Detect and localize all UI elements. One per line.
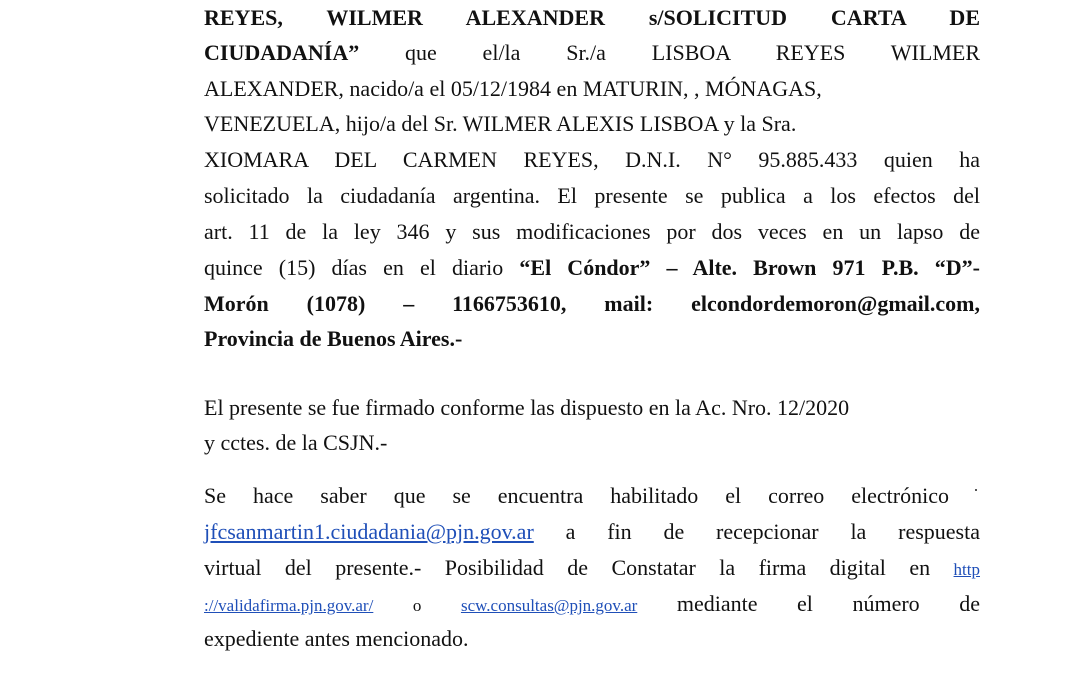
paragraph-text: que el/la Sr./a LISBOA REYES WILMER: [405, 40, 980, 65]
validafirma-link-start[interactable]: http: [953, 560, 980, 579]
paragraph-text: quince (15) días en el diario: [204, 255, 504, 280]
paragraph-line: ALEXANDER, nacido/a el 05/12/1984 en MATURIN, , MÓNAGAS,: [204, 76, 822, 101]
email-link-ciudadania[interactable]: jfcsanmartin1.ciudadania@pjn.gov.ar: [204, 519, 534, 544]
signature-note-line: y cctes. de la CSJN.-: [204, 430, 388, 455]
case-title-line: REYES, WILMER ALEXANDER s/SOLICITUD CARTA DE: [204, 5, 980, 30]
paragraph-line: Se hace saber que se encuentra habilitado el correo electrónico: [204, 483, 949, 508]
paragraph-text: virtual del presente.- Posibilidad de Constatar la firma digital en: [204, 555, 931, 580]
paragraph-line: XIOMARA DEL CARMEN REYES, D.N.I. N° 95.885.433 quien ha: [204, 147, 980, 172]
paragraph-line: art. 11 de la ley 346 y sus modificaciones por dos veces en un lapso de: [204, 219, 980, 244]
email-link-consultas[interactable]: scw.consultas@pjn.gov.ar: [460, 596, 638, 615]
paragraph-line: expediente antes mencionado.: [204, 626, 469, 651]
validafirma-link[interactable]: ://validafirma.pjn.gov.ar/: [204, 596, 374, 615]
paragraph-text: o: [412, 596, 422, 615]
paragraph-line: [204, 553, 980, 583]
paragraph-text: a fin de recepcionar la respuesta: [565, 519, 980, 544]
paragraph-line: [204, 517, 980, 547]
stray-mark: [975, 489, 977, 491]
paragraph-line: [204, 253, 980, 283]
paragraph-line: [204, 589, 980, 619]
paragraph-line: solicitado la ciudadanía argentina. El presente se publica a los efectos del: [204, 183, 980, 208]
newspaper-address: “El Cóndor” – Alte. Brown 971 P.B. “D”-: [519, 255, 980, 280]
signature-note-line: El presente se fue firmado conforme las dispuesto en la Ac. Nro. 12/2020: [204, 395, 850, 420]
newspaper-province: Provincia de Buenos Aires.-: [204, 326, 463, 351]
paragraph-text: mediante el número de: [676, 591, 981, 616]
paragraph-line: VENEZUELA, hijo/a del Sr. WILMER ALEXIS LISBOA y la Sra.: [204, 111, 797, 136]
case-title-end: CIUDADANÍA”: [204, 40, 360, 65]
newspaper-contact: Morón (1078) – 1166753610, mail: elcondordemoron@gmail.com,: [204, 291, 980, 316]
paragraph-line: [204, 38, 980, 68]
